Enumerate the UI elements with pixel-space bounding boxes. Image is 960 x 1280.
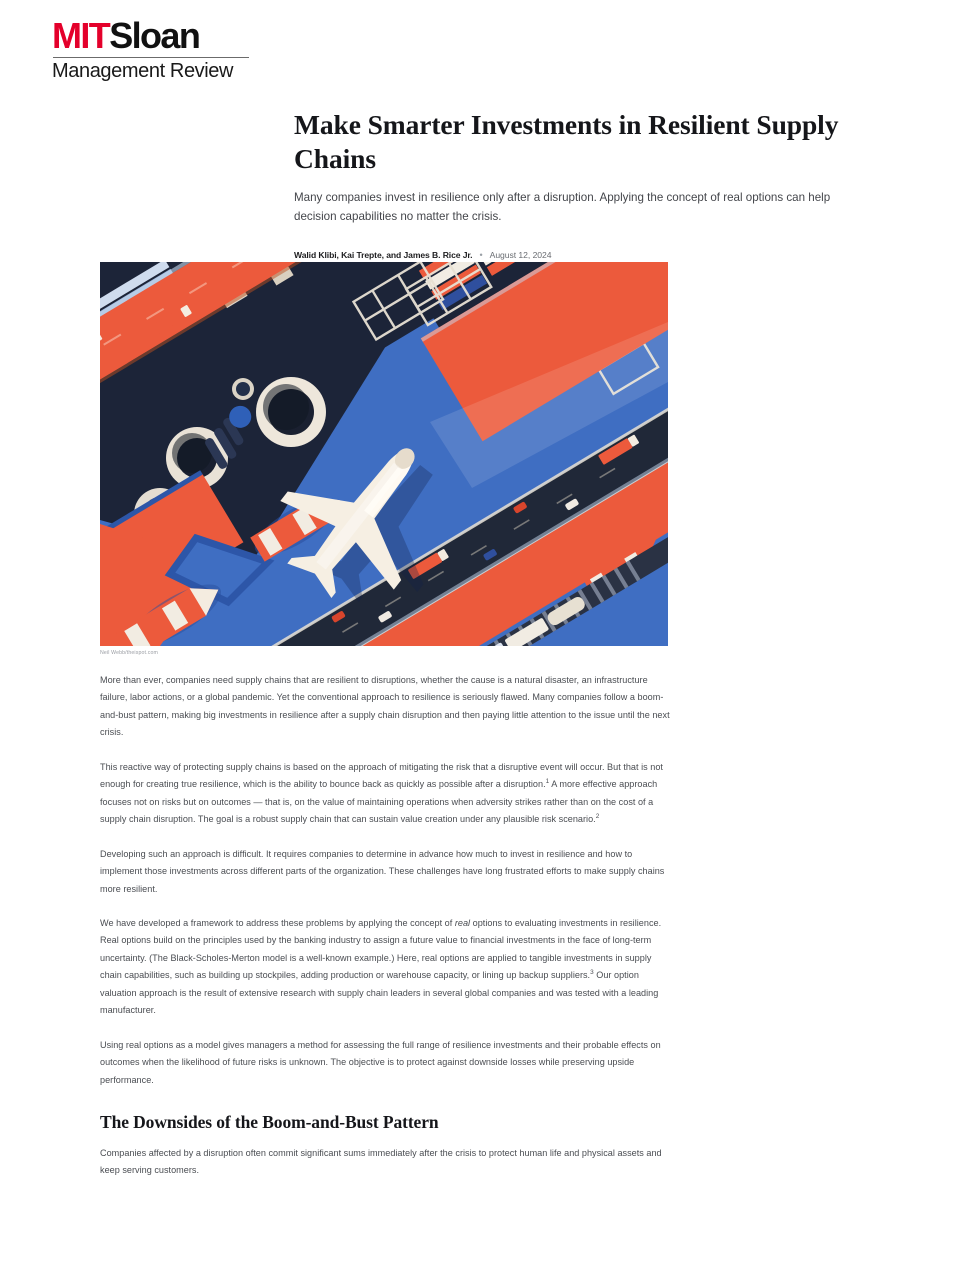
p4-part-a: We have developed a framework to address these problems by applying the concept of: [100, 917, 455, 928]
p2-part-b: A more effective approach focuses not on risks but on outcomes — that is, on the value of maintaining operations when adversity strikes rather than on the cost of a supply chain disruption. The goal is a robust supply chain that can sustain value creation under any plausible risk scenario.: [100, 779, 658, 825]
logo-wordmark[interactable]: [52, 15, 352, 56]
hero-illustration: [100, 262, 668, 646]
body-paragraph-5: Using real options as a model gives managers a method for assessing the full range of resilience investments and their probable effects on outcomes when the likelihood of future risks is unknown. The objective is to protect against downside losses while preserving upside performance.: [100, 1039, 661, 1085]
byline-separator: •: [479, 249, 483, 260]
body-paragraph-1: More than ever, companies need supply chains that are resilient to disruptions, whether the cause is a natural disaster, an infrastructure failure, labor actions, or a global pandemic. Yet the conventional approach to resilience is seriously flawed. Many companies follow a boom-and-bust pattern, making big investments in resilience after a supply chain disruption and then paying little attention to the issue until the next crisis.: [100, 675, 670, 738]
hero-image-container: [100, 262, 668, 646]
article-body: [100, 672, 672, 1197]
p4-part-c: Our option valuation approach is the result of extensive research with supply chain leaders in several global companies and was tested with a leading manufacturer.: [100, 970, 659, 1016]
site-masthead[interactable]: [52, 15, 352, 82]
section-heading: The Downsides of the Boom-and-Bust Pattern: [100, 1112, 439, 1133]
body-paragraph-3: Developing such an approach is difficult. It requires companies to determine in advance how much to invest in resilience and how to implement those investments across different parts of the organization. These challenges have long frustrated efforts to make supply chains more resilient.: [100, 848, 665, 894]
footnote-ref-2[interactable]: 2: [595, 813, 600, 821]
footnote-ref-3[interactable]: 3: [590, 969, 594, 977]
logistics-hub-illustration: [100, 262, 668, 646]
p4-emphasis-real: real: [454, 917, 471, 928]
byline: [0, 249, 960, 262]
logo-divider: [53, 57, 249, 58]
article-deck: Many companies invest in resilience only after a disruption. Applying the concept of real options can help decision capabilities no matter the crisis.: [294, 191, 831, 223]
image-credit: Neil Webb/theispot.com: [100, 650, 158, 656]
byline-date: August 12, 2024: [489, 249, 552, 260]
logo-subtitle: Management Review: [52, 60, 234, 82]
page-title: Make Smarter Investments in Resilient Supply Chains: [294, 109, 839, 174]
p2-part-a: This reactive way of protecting supply chains is based on the approach of mitigating the risk that a disruptive event will occur. But that is not enough for creating true resilience, which is the ability to bounce back as quickly as possible after a disruption.: [100, 761, 663, 790]
footnote-ref-1[interactable]: 1: [545, 778, 550, 786]
logo-sloan-text: Sloan: [109, 15, 200, 56]
body-paragraph-4: [100, 915, 672, 1020]
article-header: [0, 108, 960, 261]
section-paragraph-1: Companies affected by a disruption often commit significant sums immediately after the crisis to protect human life and physical assets and keep serving customers.: [100, 1147, 662, 1176]
body-paragraph-2: [100, 759, 672, 829]
p4-part-b: options to evaluating investments in resilience. Real options build on the principles used by the banking industry to assign a future value to financial investments in the face of long-term uncertainty. (The Black-Scholes-Merton model is a well-known example.) Here, real options are applied to tangible investments in supply chain capabilities, such as building up stockpiles, adding production or warehouse capacity, or lining up backup suppliers.: [100, 917, 662, 981]
logo-mit-text: MIT: [52, 15, 110, 56]
byline-authors[interactable]: Walid Klibi, Kai Trepte, and James B. Rice Jr.: [294, 249, 473, 260]
